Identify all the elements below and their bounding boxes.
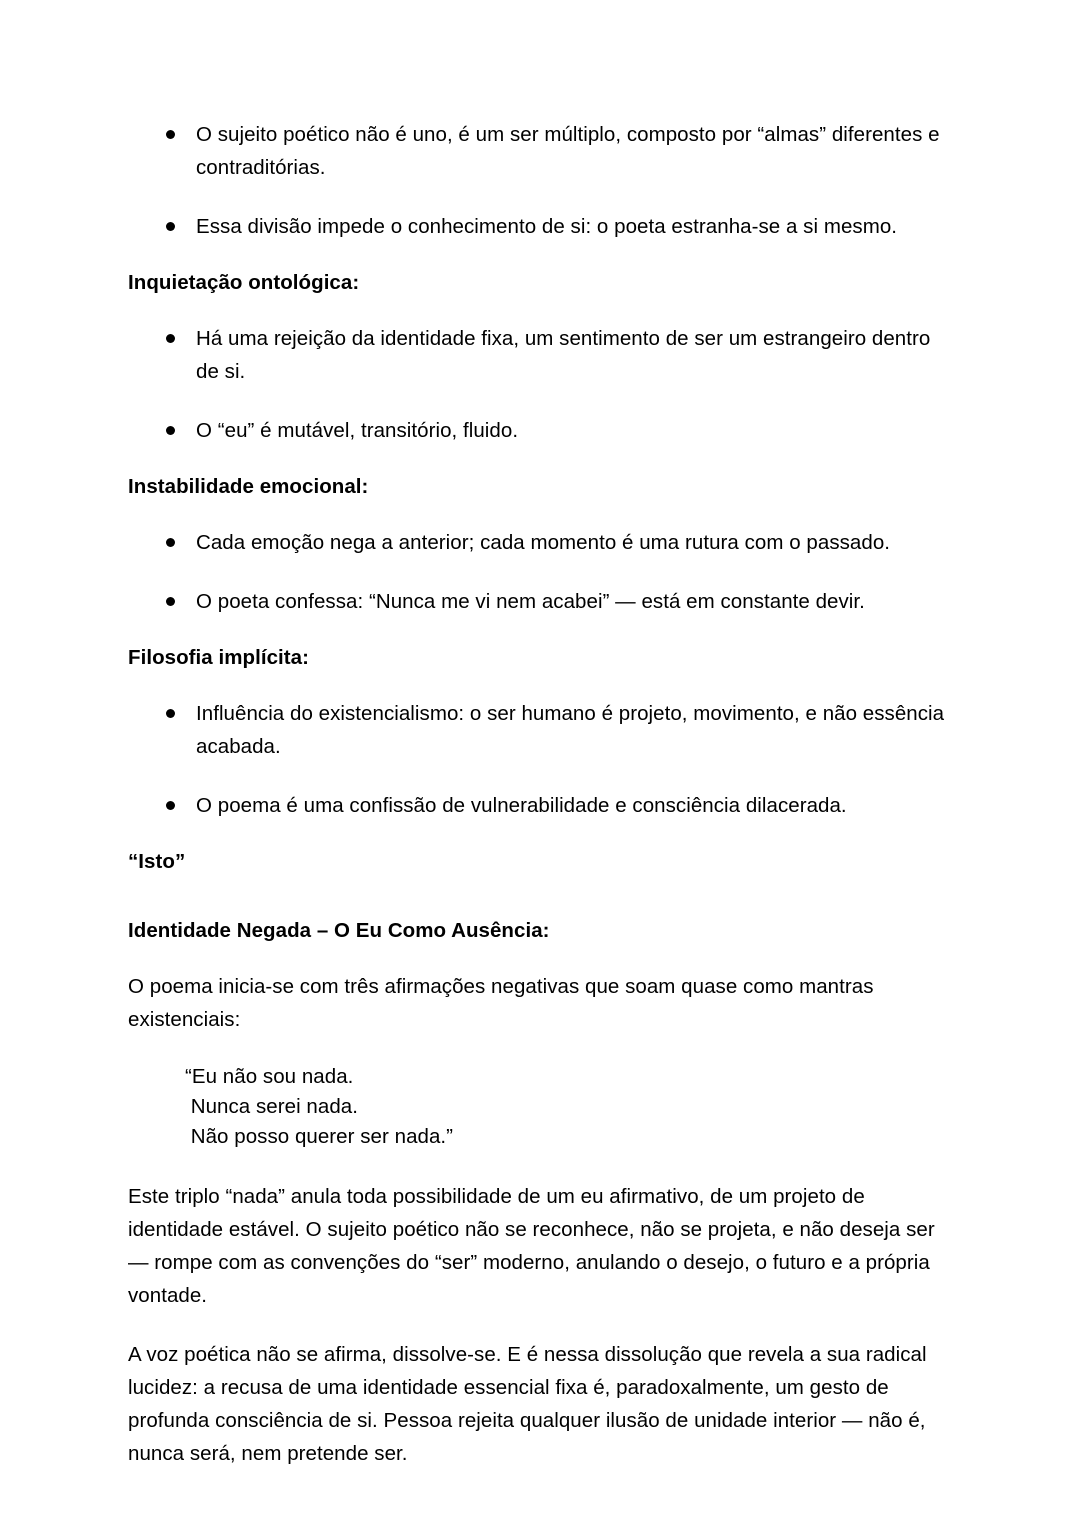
spacer [128,946,950,970]
spacer [128,673,950,697]
list-item-text: O poema é uma confissão de vulnerabilidade e consciência dilacerada. [196,794,847,817]
bullet-icon [166,538,175,547]
spacer [128,298,950,322]
list-item [128,414,950,447]
paragraph-intro: O poema inicia-se com três afirmações negativas que soam quase como mantras existenciais: [128,975,874,1031]
spacer [128,877,950,915]
filosofia-bullet-list [128,697,950,822]
document-content [128,118,950,1470]
quote-line: “Eu não sou nada. [185,1065,354,1088]
quote-line: Não posso querer ser nada.” [185,1125,454,1148]
list-item [128,585,950,618]
list-item-text: O sujeito poético não é uno, é um ser múltiplo, composto por “almas” diferentes e contraditórias. [196,123,940,179]
spacer [128,822,950,846]
paragraph-analysis-2: A voz poética não se afirma, dissolve-se. E é nessa dissolução que revela a sua radical lucidez: a recusa de uma identidade essencial fixa é, paradoxalmente, um gesto de profunda consciência de si. Pessoa rejeita qualquer ilusão de unidade interior — não é, nunca será, nem pretende ser. [128,1343,927,1465]
section-heading-inquietacao-ontologica: Inquietação ontológica: [128,271,360,294]
poem-title: “Isto” [128,850,186,873]
list-item [128,210,950,243]
list-item-text: O “eu” é mutável, transitório, fluido. [196,419,519,442]
paragraph-analysis-1: Este triplo “nada” anula toda possibilidade de um eu afirmativo, de um projeto de identidade estável. O sujeito poético não se reconhece, não se projeta, e não deseja ser — rompe com as convenções do “ser” moderno, anulando o desejo, o futuro e a própria vontade. [128,1185,935,1307]
intro-bullet-list [128,118,950,243]
list-item [128,118,950,184]
bullet-icon [166,334,175,343]
spacer [128,243,950,267]
poem-quote-block [128,1062,950,1152]
spacer [128,1312,950,1338]
section-heading-filosofia-implicita: Filosofia implícita: [128,646,309,669]
spacer [128,1152,950,1180]
list-item [128,526,950,559]
list-item [128,789,950,822]
bullet-icon [166,130,175,139]
ontologica-bullet-list [128,322,950,447]
list-item-text: Cada emoção nega a anterior; cada momento é uma rutura com o passado. [196,531,891,554]
bullet-icon [166,426,175,435]
list-item-text: O poeta confessa: “Nunca me vi nem acabei” — está em constante devir. [196,590,865,613]
emocional-bullet-list [128,526,950,618]
quote-line: Nunca serei nada. [185,1095,358,1118]
list-item-text: Há uma rejeição da identidade fixa, um sentimento de ser um estrangeiro dentro de si. [196,327,931,383]
list-item [128,697,950,763]
bullet-icon [166,709,175,718]
spacer [128,1036,950,1062]
bullet-icon [166,597,175,606]
spacer [128,447,950,471]
bullet-icon [166,801,175,810]
list-item-text: Essa divisão impede o conhecimento de si: o poeta estranha-se a si mesmo. [196,215,898,238]
bullet-icon [166,222,175,231]
list-item-text: Influência do existencialismo: o ser humano é projeto, movimento, e não essência acabada. [196,702,945,758]
spacer [128,502,950,526]
section-heading-identidade-negada: Identidade Negada – O Eu Como Ausência: [128,919,550,942]
spacer [128,618,950,642]
list-item [128,322,950,388]
section-heading-instabilidade-emocional: Instabilidade emocional: [128,475,369,498]
